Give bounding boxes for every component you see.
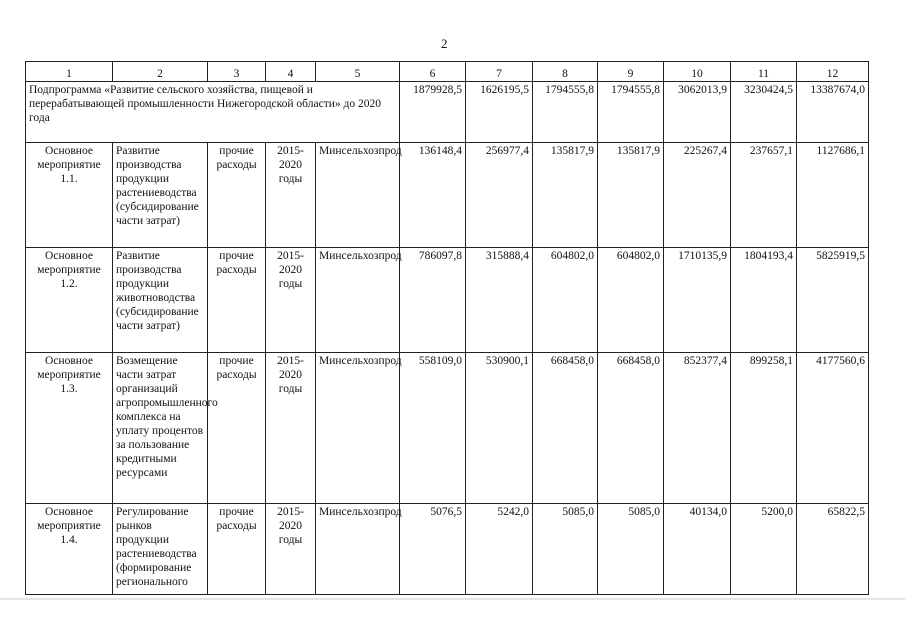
column-number: 2	[113, 62, 208, 82]
executor: Минсельхозпрод	[316, 353, 400, 504]
table-row	[26, 248, 869, 353]
column-number: 7	[466, 62, 533, 82]
scan-edge-line	[0, 598, 905, 600]
year-value: 604802,0	[533, 248, 598, 353]
measure-label: Основное мероприятие 1.2.	[26, 248, 113, 353]
page-number: 2	[441, 36, 448, 51]
year-value: 530900,1	[466, 353, 533, 504]
period: 2015-2020 годы	[266, 248, 316, 353]
year-value: 786097,8	[400, 248, 466, 353]
measure-label: Основное мероприятие 1.3.	[26, 353, 113, 504]
measure-label: Основное мероприятие 1.1.	[26, 143, 113, 248]
program-total: 13387674,0	[797, 82, 869, 143]
period: 2015-2020 годы	[266, 504, 316, 595]
program-value: 1626195,5	[466, 82, 533, 143]
row-total: 4177560,6	[797, 353, 869, 504]
table-row	[26, 353, 869, 504]
measure-label: Основное мероприятие 1.4.	[26, 504, 113, 595]
funding-source: прочие расходы	[208, 504, 266, 595]
year-value: 256977,4	[466, 143, 533, 248]
year-value: 135817,9	[533, 143, 598, 248]
measure-name: Развитие производства продукции растениеводства (субсидирование части затрат)	[113, 143, 208, 248]
period: 2015-2020 годы	[266, 143, 316, 248]
year-value: 136148,4	[400, 143, 466, 248]
year-value: 1804193,4	[731, 248, 797, 353]
program-value: 3062013,9	[664, 82, 731, 143]
year-value: 558109,0	[400, 353, 466, 504]
column-number: 11	[731, 62, 797, 82]
year-value: 604802,0	[598, 248, 664, 353]
measure-name: Развитие производства продукции животноводства (субсидирование части затрат)	[113, 248, 208, 353]
column-number: 5	[316, 62, 400, 82]
row-total: 1127686,1	[797, 143, 869, 248]
year-value: 899258,1	[731, 353, 797, 504]
year-value: 852377,4	[664, 353, 731, 504]
year-value: 5085,0	[598, 504, 664, 595]
column-number: 9	[598, 62, 664, 82]
funding-source: прочие расходы	[208, 143, 266, 248]
program-value: 1794555,8	[598, 82, 664, 143]
funding-source: прочие расходы	[208, 353, 266, 504]
column-number: 6	[400, 62, 466, 82]
year-value: 668458,0	[598, 353, 664, 504]
year-value: 5200,0	[731, 504, 797, 595]
period: 2015-2020 годы	[266, 353, 316, 504]
program-title: Подпрограмма «Развитие сельского хозяйства, пищевой и перерабатывающей промышленности Нижегородской области» до 2020 года	[26, 82, 400, 143]
column-number: 12	[797, 62, 869, 82]
executor: Минсельхозпрод	[316, 504, 400, 595]
year-value: 315888,4	[466, 248, 533, 353]
executor: Минсельхозпрод	[316, 143, 400, 248]
row-total: 5825919,5	[797, 248, 869, 353]
column-number-row	[26, 62, 869, 82]
year-value: 5076,5	[400, 504, 466, 595]
table-row	[26, 504, 869, 595]
year-value: 5242,0	[466, 504, 533, 595]
year-value: 135817,9	[598, 143, 664, 248]
column-number: 1	[26, 62, 113, 82]
column-number: 8	[533, 62, 598, 82]
program-value: 1794555,8	[533, 82, 598, 143]
column-number: 3	[208, 62, 266, 82]
program-value: 3230424,5	[731, 82, 797, 143]
program-value: 1879928,5	[400, 82, 466, 143]
column-number: 10	[664, 62, 731, 82]
table-row	[26, 143, 869, 248]
year-value: 668458,0	[533, 353, 598, 504]
measure-name: Возмещение части затрат организаций агропромышленного комплекса на уплату процентов за пользование кредитными ресурсами	[113, 353, 208, 504]
year-value: 40134,0	[664, 504, 731, 595]
measure-name: Регулирование рынков продукции растениеводства (формирование регионального	[113, 504, 208, 595]
executor: Минсельхозпрод	[316, 248, 400, 353]
row-total: 65822,5	[797, 504, 869, 595]
year-value: 5085,0	[533, 504, 598, 595]
year-value: 237657,1	[731, 143, 797, 248]
year-value: 1710135,9	[664, 248, 731, 353]
funding-source: прочие расходы	[208, 248, 266, 353]
year-value: 225267,4	[664, 143, 731, 248]
program-budget-table	[25, 61, 869, 595]
program-row	[26, 82, 869, 143]
column-number: 4	[266, 62, 316, 82]
